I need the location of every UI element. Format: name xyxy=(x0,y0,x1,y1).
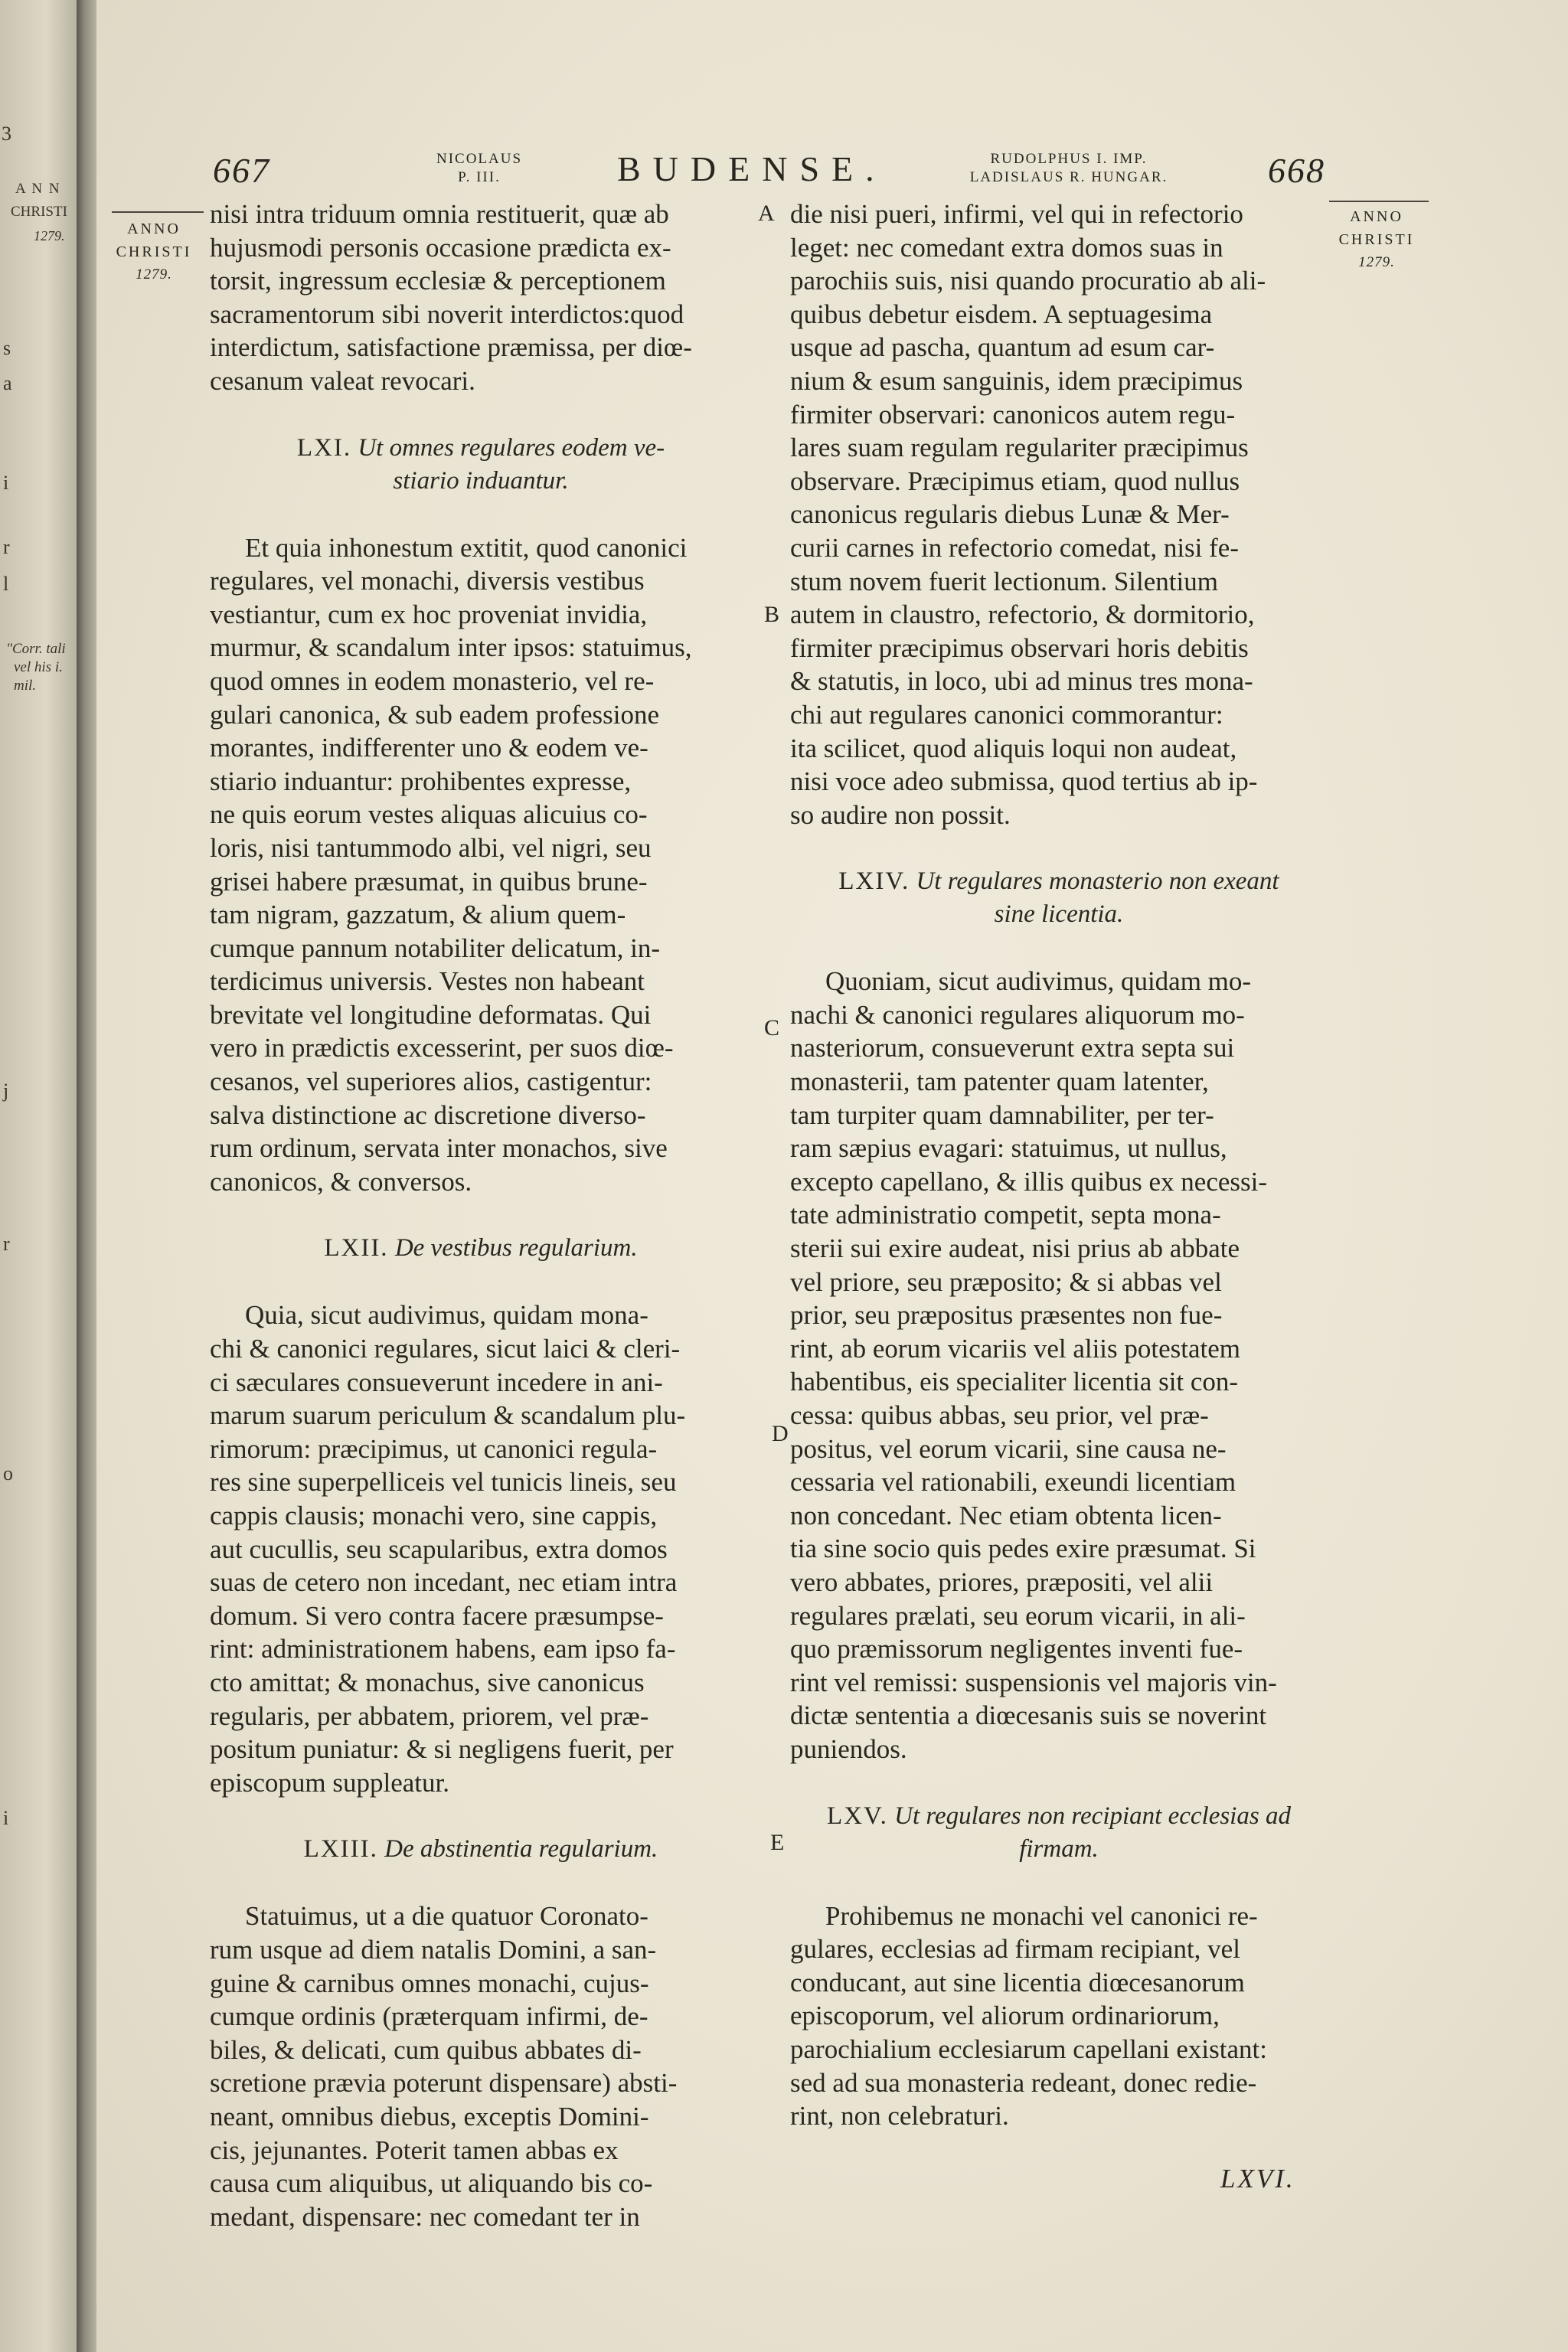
text-line: cumque ordinis (præterquam infirmi, de- xyxy=(210,2001,648,2032)
text-line: medant, dispensare: nec comedant ter in xyxy=(210,2201,640,2232)
margin-rule-right xyxy=(1329,201,1429,202)
section-letter-a: A xyxy=(758,201,775,226)
prev-fragment: j xyxy=(3,1080,9,1102)
text-line: terdicimus universis. Vestes non habeant xyxy=(210,966,645,997)
right-running-head xyxy=(931,150,1207,187)
chapter-title: sine licentia. xyxy=(994,900,1124,929)
text-line: gulares, ecclesias ad firmam recipiant, vel xyxy=(790,1934,1240,1965)
prev-fragment: a xyxy=(3,372,12,394)
chapter-number: LXIV. xyxy=(838,867,910,896)
text-line: biles, & delicati, cum quibus abbates di- xyxy=(210,2034,642,2065)
text-line: vero in prædictis excesserint, per suos diœ- xyxy=(210,1033,674,1063)
paragraph xyxy=(790,198,1328,831)
text-line: Prohibemus ne monachi vel canonici re- xyxy=(825,1900,1258,1931)
text-line: quo præmissorum negligentes inventi fue- xyxy=(790,1634,1243,1664)
left-running-head xyxy=(403,150,556,187)
running-head-line: LADISLAUS R. HUNGAR. xyxy=(969,169,1168,185)
paragraph xyxy=(210,1900,752,2233)
right-page-number: 668 xyxy=(1268,151,1325,190)
text-line: morantes, indifferenter uno & eodem ve- xyxy=(210,733,648,763)
chapter-title: De vestibus regularium. xyxy=(394,1234,638,1263)
text-line: stum novem fuerit lectionum. Silentium xyxy=(790,566,1218,596)
text-line: cessa: quibus abbas, seu prior, vel præ- xyxy=(790,1400,1209,1430)
text-line: prior, seu præpositus præsentes non fue- xyxy=(790,1300,1223,1331)
text-line: regularis, per abbatem, priorem, vel præ- xyxy=(210,1700,649,1731)
text-line: cesanum valeat revocari. xyxy=(210,365,475,396)
text-line: quod omnes in eodem monasterio, vel re- xyxy=(210,665,655,696)
text-line: observare. Præcipimus etiam, quod nullus xyxy=(790,466,1240,496)
running-head-line: P. III. xyxy=(458,169,501,185)
prev-margin-note xyxy=(6,640,66,695)
chapter-heading-62 xyxy=(210,1232,752,1265)
prev-note-line: mil. xyxy=(14,678,37,694)
text-line: conducant, aut sine licentia diœcesanorum xyxy=(790,1967,1245,1998)
chapter-number: LXI. xyxy=(296,433,352,462)
text-line: nasteriorum, consueverunt extra septa sui xyxy=(790,1033,1235,1063)
text-line: torsit, ingressum ecclesiæ & perceptionem xyxy=(210,266,666,296)
text-line: & statutis, in loco, ubi ad minus tres mona- xyxy=(790,666,1253,697)
text-line: tam nigram, gazzatum, & alium quem- xyxy=(210,900,626,930)
text-line: autem in claustro, refectorio, & dormitorio, xyxy=(790,599,1255,630)
text-line: nachi & canonici regulares aliquorum mo- xyxy=(790,999,1245,1030)
text-line: domum. Si vero contra facere præsumpse- xyxy=(210,1600,664,1631)
text-line: chi aut regulares canonici commorantur: xyxy=(790,699,1223,730)
paragraph xyxy=(210,1298,752,1799)
text-line: positus, vel eorum vicarii, sine causa ne- xyxy=(790,1433,1227,1464)
text-line: regulares prælati, seu eorum vicarii, in ali- xyxy=(790,1600,1246,1631)
page-title: BUDENSE. xyxy=(617,149,887,188)
text-line: rint, non celebraturi. xyxy=(790,2101,1009,2132)
paragraph xyxy=(210,531,752,1199)
text-line: puniendos. xyxy=(790,1733,907,1764)
text-line: curii carnes in refectorio comedat, nisi fe- xyxy=(790,532,1239,563)
text-line: brevitate vel longitudine deformatas. Qui xyxy=(210,999,652,1030)
prev-fragment: 1279. xyxy=(34,228,65,243)
text-line: stiario induantur: prohibentes expresse, xyxy=(210,766,632,796)
text-line: ne quis eorum vestes aliquas alicuius co- xyxy=(210,799,648,830)
book-page xyxy=(96,0,1568,2352)
text-line: vestiantur, cum ex hoc proveniat invidia, xyxy=(210,599,648,629)
prev-fragment: CHRISTI xyxy=(11,204,67,220)
chapter-heading-61 xyxy=(210,432,752,498)
section-letter-d: D xyxy=(772,1421,789,1446)
text-line: suas de cetero non incedant, nec etiam intra xyxy=(210,1567,678,1598)
text-line: scretione prævia poterunt dispensare) absti- xyxy=(210,2068,678,2099)
text-line: vero abbates, priores, præpositi, vel alii xyxy=(790,1566,1214,1597)
text-line: salva distinctione ac discretione diverso- xyxy=(210,1099,646,1130)
text-line: canonicos, & conversos. xyxy=(210,1166,472,1197)
running-head-line: RUDOLPHUS I. IMP. xyxy=(990,151,1148,167)
text-line: sacramentorum sibi noverit interdictos:quod xyxy=(210,299,684,329)
anno-label: ANNO xyxy=(1350,208,1403,225)
text-line: dictæ sententia a diœcesanis suis se noverint xyxy=(790,1700,1267,1731)
text-line: firmiter observari: canonicos autem regu- xyxy=(790,399,1236,430)
text-line: guine & carnibus omnes monachi, cujus- xyxy=(210,1968,649,1998)
text-line: sterii sui exire audeat, nisi prius ab abbate xyxy=(790,1233,1240,1264)
prev-fragment: 3 xyxy=(2,122,11,145)
text-line: Quoniam, sicut audivimus, quidam mo- xyxy=(825,966,1252,997)
text-line: interdictum, satisfactione præmissa, per diœ- xyxy=(210,332,692,363)
text-line: neant, omnibus diebus, exceptis Domini- xyxy=(210,2101,649,2132)
prev-fragment: l xyxy=(3,573,9,595)
text-line: Et quia inhonestum extitit, quod canonici xyxy=(245,532,688,563)
text-line: res sine superpelliceis vel tunicis lineis, seu xyxy=(210,1467,677,1498)
text-line: aut cucullis, seu scapularibus, extra domos xyxy=(210,1534,668,1564)
text-line: lares suam regulam regulariter præcipimus xyxy=(790,433,1249,463)
section-letter-e: E xyxy=(770,1830,785,1855)
christi-label: CHRISTI xyxy=(116,243,192,260)
prev-fragment: r xyxy=(3,536,10,558)
text-line: tia sine socio quis pedes exire præsumat. Si xyxy=(790,1534,1256,1564)
text-line: die nisi pueri, infirmi, vel qui in refectorio xyxy=(790,199,1243,229)
prev-fragment: i xyxy=(3,472,9,494)
text-line: gulari canonica, & sub eadem professione xyxy=(210,699,660,730)
text-line: rint vel remissi: suspensionis vel majoris vin- xyxy=(790,1667,1277,1697)
section-letter-b: B xyxy=(764,602,780,627)
text-line: nisi voce adeo submissa, quod tertius ab ip- xyxy=(790,766,1258,797)
text-line: tate administratio competit, septa mona- xyxy=(790,1200,1221,1230)
text-line: episcopum suppleatur. xyxy=(210,1767,450,1798)
prev-fragment: A N N xyxy=(15,181,61,197)
text-line: ci sæculares consueverunt incedere in ani- xyxy=(210,1367,663,1397)
text-line: rum ordinum, servata inter monachos, sive xyxy=(210,1133,668,1164)
chapter-heading-64 xyxy=(790,865,1328,931)
chapter-title: Ut omnes regulares eodem ve- xyxy=(358,433,665,462)
year-label: 1279. xyxy=(1358,254,1395,270)
text-line: cis, jejunantes. Poterit tamen abbas ex xyxy=(210,2135,619,2165)
chapter-number: LXII. xyxy=(324,1234,389,1263)
text-line: Quia, sicut audivimus, quidam mona- xyxy=(245,1300,648,1331)
text-line: loris, nisi tantummodo albi, vel nigri, seu xyxy=(210,832,652,863)
margin-rule-left xyxy=(112,211,204,213)
text-line: vel priore, seu præposito; & si abbas vel xyxy=(790,1266,1222,1297)
text-line: leget: nec comedant extra domos suas in xyxy=(790,232,1223,263)
text-line: habentibus, eis specialiter licentia sit con- xyxy=(790,1367,1239,1397)
text-line: rint, ab eorum vicariis vel aliis potestatem xyxy=(790,1333,1241,1364)
book-gutter xyxy=(77,0,96,2352)
chapter-heading-65 xyxy=(790,1800,1328,1866)
chapter-title: De abstinentia regularium. xyxy=(384,1835,658,1864)
text-line: usque ad pascha, quantum ad esum car- xyxy=(790,332,1215,363)
paragraph xyxy=(790,965,1328,1766)
text-line: firmiter præcipimus observari horis debitis xyxy=(790,632,1249,663)
text-line: nisi intra triduum omnia restituerit, quæ ab xyxy=(210,199,669,229)
chapter-heading-63 xyxy=(210,1833,752,1866)
text-line: murmur, & scandalum inter ipsos: statuimus, xyxy=(210,632,692,663)
text-line: cto amittat; & monachus, sive canonicus xyxy=(210,1667,645,1697)
chapter-title: stiario induantur. xyxy=(393,466,569,495)
text-line: tam turpiter quam damnabiliter, per ter- xyxy=(790,1099,1214,1130)
prev-fragment: s xyxy=(3,337,11,359)
right-column xyxy=(790,198,1328,2133)
text-line: monasterii, tam patenter quam latenter, xyxy=(790,1067,1209,1097)
left-page-number: 667 xyxy=(213,151,270,190)
chapter-number: LXIII. xyxy=(303,1835,378,1864)
prev-fragment: o xyxy=(3,1462,13,1485)
text-line: cessaria vel rationabili, exeundi licentiam xyxy=(790,1467,1236,1498)
text-line: sed ad sua monasteria redeant, donec redie- xyxy=(790,2067,1257,2098)
text-line: hujusmodi personis occasione prædicta ex- xyxy=(210,232,671,263)
text-line: nium & esum sanguinis, idem præcipimus xyxy=(790,365,1243,396)
text-line: ram sæpius evagari: statuimus, ut nullus, xyxy=(790,1133,1227,1164)
paragraph xyxy=(210,198,752,398)
text-line: positum puniatur: & si negligens fuerit, per xyxy=(210,1734,674,1765)
text-line: episcoporum, vel aliorum ordinariorum, xyxy=(790,2001,1220,2031)
text-line: parochiis suis, nisi quando procuratio ab ali- xyxy=(790,266,1266,296)
running-head-line: NICOLAUS xyxy=(436,151,523,167)
chapter-title: Ut regulares non recipiant ecclesias ad xyxy=(894,1802,1291,1830)
margin-year-left xyxy=(112,217,196,286)
text-line: marum suarum periculum & scandalum plu- xyxy=(210,1400,686,1431)
chapter-title: Ut regulares monasterio non exeant xyxy=(916,867,1279,896)
left-column xyxy=(210,198,752,2233)
text-line: parochialium ecclesiarum capellani existant: xyxy=(790,2034,1267,2064)
text-line: cappis clausis; monachi vero, sine cappis, xyxy=(210,1501,658,1530)
chapter-number: LXV. xyxy=(827,1802,888,1830)
text-line: chi & canonici regulares, sicut laici & cleri- xyxy=(210,1334,681,1364)
text-line: so audire non possit. xyxy=(790,799,1011,830)
text-line: regulares, vel monachi, diversis vestibus xyxy=(210,566,645,596)
paragraph xyxy=(790,1900,1328,2133)
previous-page-edge xyxy=(0,0,77,2352)
prev-note-line: "Corr. tali xyxy=(6,641,66,657)
text-line: grisei habere præsumat, in quibus brune- xyxy=(210,866,648,897)
text-line: quibus debetur eisdem. A septuagesima xyxy=(790,299,1213,329)
chapter-title: firmam. xyxy=(1019,1834,1099,1863)
margin-year-right xyxy=(1331,205,1423,274)
catchword: LXVI. xyxy=(1220,2164,1295,2194)
year-label: 1279. xyxy=(136,266,172,283)
anno-label: ANNO xyxy=(127,220,181,237)
text-line: excepto capellano, & illis quibus ex necessi- xyxy=(790,1166,1268,1197)
text-line: cumque pannum notabiliter delicatum, in- xyxy=(210,933,661,963)
prev-note-line: vel his i. xyxy=(14,659,63,675)
prev-fragment: i xyxy=(3,1807,9,1829)
text-line: rimorum: præcipimus, ut canonici regula- xyxy=(210,1433,658,1464)
christi-label: CHRISTI xyxy=(1338,231,1415,248)
section-letter-c: C xyxy=(764,1015,780,1040)
text-line: cesanos, vel superiores alios, castigentur: xyxy=(210,1067,652,1097)
text-line: rum usque ad diem natalis Domini, a san- xyxy=(210,1934,657,1965)
prev-fragment: r xyxy=(3,1233,10,1255)
text-line: ita scilicet, quod aliquis loqui non audeat, xyxy=(790,733,1237,763)
text-line: canonicus regularis diebus Lunæ & Mer- xyxy=(790,499,1230,530)
text-line: rint: administrationem habens, eam ipso fa- xyxy=(210,1634,676,1664)
text-line: non concedant. Nec etiam obtenta licen- xyxy=(790,1500,1222,1530)
text-line: causa cum aliquibus, ut aliquando bis co- xyxy=(210,2168,653,2199)
text-line: Statuimus, ut a die quatuor Coronato- xyxy=(245,1901,648,1932)
